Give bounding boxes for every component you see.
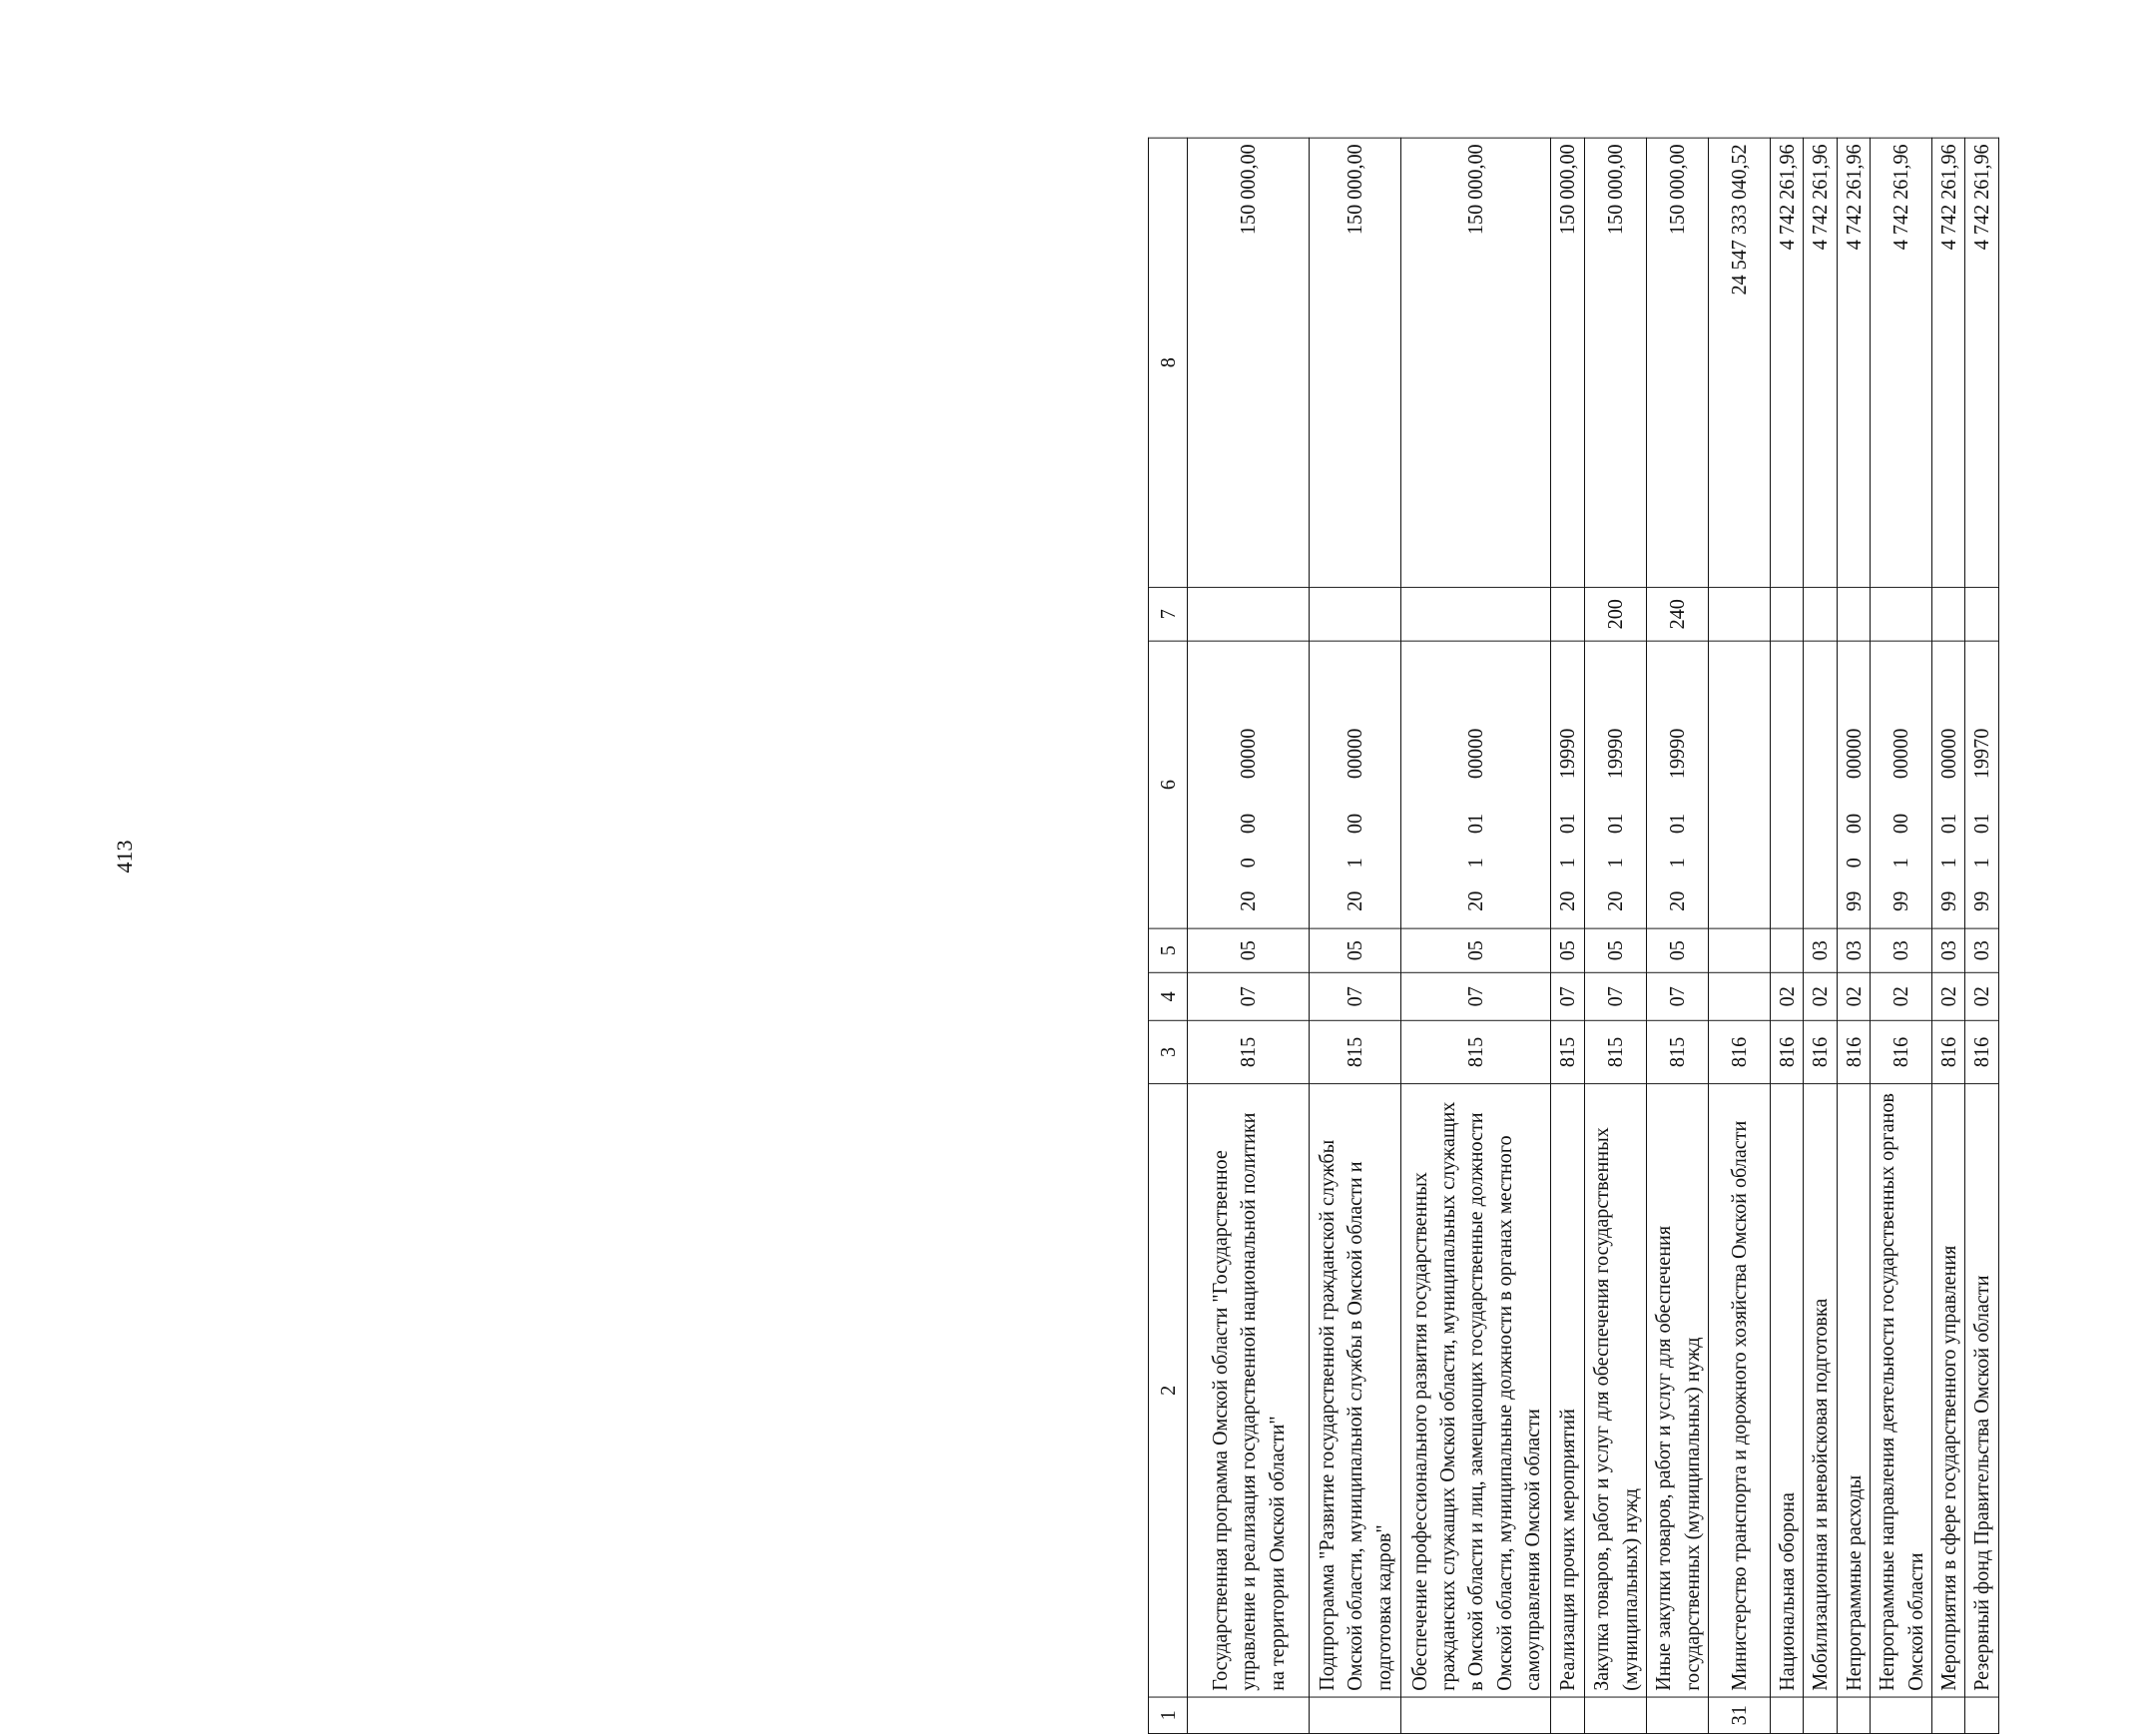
target-article-part-2: 1 xyxy=(1888,858,1913,868)
target-article-part-1: 20 xyxy=(1665,890,1690,911)
row-number-cell xyxy=(1871,1697,1932,1733)
target-article-part-1: 20 xyxy=(1555,890,1580,911)
row-number-cell xyxy=(1188,1697,1310,1733)
target-article-part-4: 00000 xyxy=(1936,728,1961,780)
column-header-1: 1 xyxy=(1149,1697,1188,1733)
admin-code-cell: 815 xyxy=(1585,1020,1647,1083)
subsection-code-cell: 05 xyxy=(1647,928,1709,972)
rotated-sheet xyxy=(1148,139,2156,1734)
amount-cell: 150 000,00 xyxy=(1647,138,1709,587)
target-article-part-2: 1 xyxy=(1463,858,1488,868)
target-article-cell xyxy=(1932,641,1965,928)
table-row xyxy=(1401,138,1551,1733)
row-number-cell xyxy=(1585,1697,1647,1733)
target-article-cell xyxy=(1871,641,1932,928)
table-row xyxy=(1965,138,1998,1733)
expense-type-cell xyxy=(1965,587,1998,641)
row-name-cell: Мобилизационная и вневойсковая подготовка xyxy=(1804,1084,1837,1697)
column-header-4: 4 xyxy=(1149,972,1188,1020)
row-name-cell: Мероприятия в сфере государственного управления xyxy=(1932,1084,1965,1697)
row-number-cell xyxy=(1965,1697,1998,1733)
section-code-cell: 02 xyxy=(1965,972,1998,1020)
row-name-cell: Национальная оборона xyxy=(1771,1084,1804,1697)
target-article-part-4: 00000 xyxy=(1463,728,1488,780)
subsection-code-cell: 05 xyxy=(1585,928,1647,972)
target-article-cell xyxy=(1965,641,1998,928)
section-code-cell xyxy=(1709,972,1771,1020)
target-article-cell xyxy=(1401,641,1551,928)
amount-cell: 4 742 261,96 xyxy=(1871,138,1932,587)
section-code-cell: 02 xyxy=(1932,972,1965,1020)
target-article-cell xyxy=(1188,641,1310,928)
subsection-code-cell: 05 xyxy=(1401,928,1551,972)
amount-cell: 150 000,00 xyxy=(1585,138,1647,587)
target-article-part-3: 00 xyxy=(1236,813,1261,835)
target-article-part-4: 19990 xyxy=(1555,728,1580,780)
budget-table xyxy=(1148,138,1999,1734)
admin-code-cell: 815 xyxy=(1188,1020,1310,1083)
target-article-cell xyxy=(1310,641,1401,928)
row-number-cell xyxy=(1401,1697,1551,1733)
row-number-cell xyxy=(1771,1697,1804,1733)
target-article-part-1: 20 xyxy=(1463,890,1488,911)
admin-code-cell: 816 xyxy=(1871,1020,1932,1083)
target-article-part-2: 1 xyxy=(1343,858,1367,868)
subsection-code-cell: 05 xyxy=(1188,928,1310,972)
target-article-part-1: 20 xyxy=(1236,890,1261,911)
section-code-cell: 02 xyxy=(1871,972,1932,1020)
table-row xyxy=(1709,138,1771,1733)
amount-cell: 4 742 261,96 xyxy=(1837,138,1870,587)
subsection-code-cell: 03 xyxy=(1965,928,1998,972)
table-row xyxy=(1647,138,1709,1733)
subsection-code-cell: 03 xyxy=(1837,928,1870,972)
column-header-2: 2 xyxy=(1149,1084,1188,1697)
admin-code-cell: 815 xyxy=(1401,1020,1551,1083)
target-article-part-4: 00000 xyxy=(1343,728,1367,780)
admin-code-cell: 816 xyxy=(1837,1020,1870,1083)
target-article-part-2: 1 xyxy=(1555,858,1580,868)
table-row xyxy=(1932,138,1965,1733)
target-article-part-2: 0 xyxy=(1841,858,1866,868)
row-number-cell xyxy=(1310,1697,1401,1733)
target-article-part-1: 20 xyxy=(1343,890,1367,911)
amount-cell: 150 000,00 xyxy=(1551,138,1585,587)
target-article-cell xyxy=(1551,641,1585,928)
table-row xyxy=(1188,138,1310,1733)
table-row xyxy=(1310,138,1401,1733)
expense-type-cell xyxy=(1932,587,1965,641)
expense-type-cell xyxy=(1551,587,1585,641)
column-header-7: 7 xyxy=(1149,587,1188,641)
expense-type-cell xyxy=(1837,587,1870,641)
amount-cell: 150 000,00 xyxy=(1310,138,1401,587)
section-code-cell: 02 xyxy=(1837,972,1870,1020)
section-code-cell: 07 xyxy=(1551,972,1585,1020)
column-header-5: 5 xyxy=(1149,928,1188,972)
section-code-cell: 02 xyxy=(1771,972,1804,1020)
expense-type-cell: 240 xyxy=(1647,587,1709,641)
row-name-cell: Государственная программа Омской области "Государственное управление и реализация государственной национальной политики на территории Омской области" xyxy=(1188,1084,1310,1697)
amount-cell: 150 000,00 xyxy=(1401,138,1551,587)
target-article-part-3: 00 xyxy=(1343,813,1367,835)
amount-cell: 24 547 333 040,52 xyxy=(1709,138,1771,587)
admin-code-cell: 816 xyxy=(1709,1020,1771,1083)
target-article-part-2: 1 xyxy=(1603,858,1628,868)
expense-type-cell xyxy=(1871,587,1932,641)
table-row xyxy=(1837,138,1870,1733)
target-article-cell xyxy=(1771,641,1804,928)
target-article-part-3: 01 xyxy=(1936,813,1961,835)
amount-cell: 4 742 261,96 xyxy=(1965,138,1998,587)
target-article-part-4: 19990 xyxy=(1603,728,1628,780)
target-article-cell xyxy=(1804,641,1837,928)
target-article-part-4: 00000 xyxy=(1888,728,1913,780)
admin-code-cell: 816 xyxy=(1965,1020,1998,1083)
section-code-cell: 02 xyxy=(1804,972,1837,1020)
column-header-3: 3 xyxy=(1149,1020,1188,1083)
subsection-code-cell xyxy=(1771,928,1804,972)
table-row xyxy=(1871,138,1932,1733)
row-number-cell xyxy=(1932,1697,1965,1733)
target-article-part-3: 01 xyxy=(1665,813,1690,835)
section-code-cell: 07 xyxy=(1188,972,1310,1020)
table-body xyxy=(1188,138,1999,1733)
subsection-code-cell: 05 xyxy=(1551,928,1585,972)
table-row xyxy=(1771,138,1804,1733)
target-article-part-1: 20 xyxy=(1603,890,1628,911)
target-article-part-2: 1 xyxy=(1936,858,1961,868)
row-name-cell: Резервный фонд Правительства Омской области xyxy=(1965,1084,1998,1697)
row-number-cell xyxy=(1647,1697,1709,1733)
target-article-part-3: 01 xyxy=(1969,813,1994,835)
subsection-code-cell: 03 xyxy=(1932,928,1965,972)
row-number-cell xyxy=(1804,1697,1837,1733)
amount-cell: 4 742 261,96 xyxy=(1771,138,1804,587)
row-number-cell xyxy=(1837,1697,1870,1733)
subsection-code-cell xyxy=(1709,928,1771,972)
admin-code-cell: 815 xyxy=(1551,1020,1585,1083)
table-row xyxy=(1551,138,1585,1733)
section-code-cell: 07 xyxy=(1310,972,1401,1020)
target-article-part-2: 0 xyxy=(1236,858,1261,868)
admin-code-cell: 815 xyxy=(1647,1020,1709,1083)
expense-type-cell xyxy=(1310,587,1401,641)
target-article-part-4: 00000 xyxy=(1841,728,1866,780)
table-row xyxy=(1804,138,1837,1733)
expense-type-cell xyxy=(1771,587,1804,641)
table-row xyxy=(1585,138,1647,1733)
target-article-part-4: 19970 xyxy=(1969,728,1994,780)
admin-code-cell: 815 xyxy=(1310,1020,1401,1083)
target-article-part-1: 99 xyxy=(1969,890,1994,911)
admin-code-cell: 816 xyxy=(1932,1020,1965,1083)
row-name-cell: Непрограммные направления деятельности государственных органов Омской области xyxy=(1871,1084,1932,1697)
expense-type-cell xyxy=(1709,587,1771,641)
target-article-part-4: 19990 xyxy=(1665,728,1690,780)
target-article-part-2: 1 xyxy=(1665,858,1690,868)
target-article-part-3: 01 xyxy=(1463,813,1488,835)
row-name-cell: Иные закупки товаров, работ и услуг для обеспечения государственных (муниципальных) нужд xyxy=(1647,1084,1709,1697)
row-name-cell: Подпрограмма "Развитие государственной гражданской службы Омской области, муниципальной службы в Омской области и подготовка кадров" xyxy=(1310,1084,1401,1697)
target-article-cell xyxy=(1647,641,1709,928)
expense-type-cell xyxy=(1401,587,1551,641)
section-code-cell: 07 xyxy=(1647,972,1709,1020)
subsection-code-cell: 03 xyxy=(1804,928,1837,972)
target-article-part-3: 00 xyxy=(1841,813,1866,835)
column-header-8: 8 xyxy=(1149,138,1188,587)
section-code-cell: 07 xyxy=(1585,972,1647,1020)
admin-code-cell: 816 xyxy=(1771,1020,1804,1083)
target-article-part-3: 01 xyxy=(1603,813,1628,835)
amount-cell: 150 000,00 xyxy=(1188,138,1310,587)
amount-cell: 4 742 261,96 xyxy=(1932,138,1965,587)
section-code-cell: 07 xyxy=(1401,972,1551,1020)
page-number: 413 xyxy=(112,840,137,873)
subsection-code-cell: 05 xyxy=(1310,928,1401,972)
subsection-code-cell: 03 xyxy=(1871,928,1932,972)
target-article-cell xyxy=(1837,641,1870,928)
admin-code-cell: 816 xyxy=(1804,1020,1837,1083)
row-number-cell: 31 xyxy=(1709,1697,1771,1733)
target-article-part-1: 99 xyxy=(1888,890,1913,911)
row-name-cell: Непрограммные расходы xyxy=(1837,1084,1870,1697)
target-article-part-4: 00000 xyxy=(1236,728,1261,780)
target-article-part-1: 99 xyxy=(1936,890,1961,911)
target-article-cell xyxy=(1709,641,1771,928)
header-row xyxy=(1149,138,1188,1733)
column-header-6: 6 xyxy=(1149,641,1188,928)
target-article-part-2: 1 xyxy=(1969,858,1994,868)
row-name-cell: Закупка товаров, работ и услуг для обеспечения государственных (муниципальных) нужд xyxy=(1585,1084,1647,1697)
row-name-cell: Реализация прочих мероприятий xyxy=(1551,1084,1585,1697)
target-article-part-3: 00 xyxy=(1888,813,1913,835)
target-article-part-1: 99 xyxy=(1841,890,1866,911)
target-article-cell xyxy=(1585,641,1647,928)
expense-type-cell xyxy=(1188,587,1310,641)
expense-type-cell: 200 xyxy=(1585,587,1647,641)
target-article-part-3: 01 xyxy=(1555,813,1580,835)
amount-cell: 4 742 261,96 xyxy=(1804,138,1837,587)
row-name-cell: Обеспечение профессионального развития государственных гражданских служащих Омской области, муниципальных служащих в Омской области и лиц, замещающих государственные должности Омской области, муниципальные должности в органах местного самоуправления Омской области xyxy=(1401,1084,1551,1697)
expense-type-cell xyxy=(1804,587,1837,641)
row-name-cell: Министерство транспорта и дорожного хозяйства Омской области xyxy=(1709,1084,1771,1697)
row-number-cell xyxy=(1551,1697,1585,1733)
